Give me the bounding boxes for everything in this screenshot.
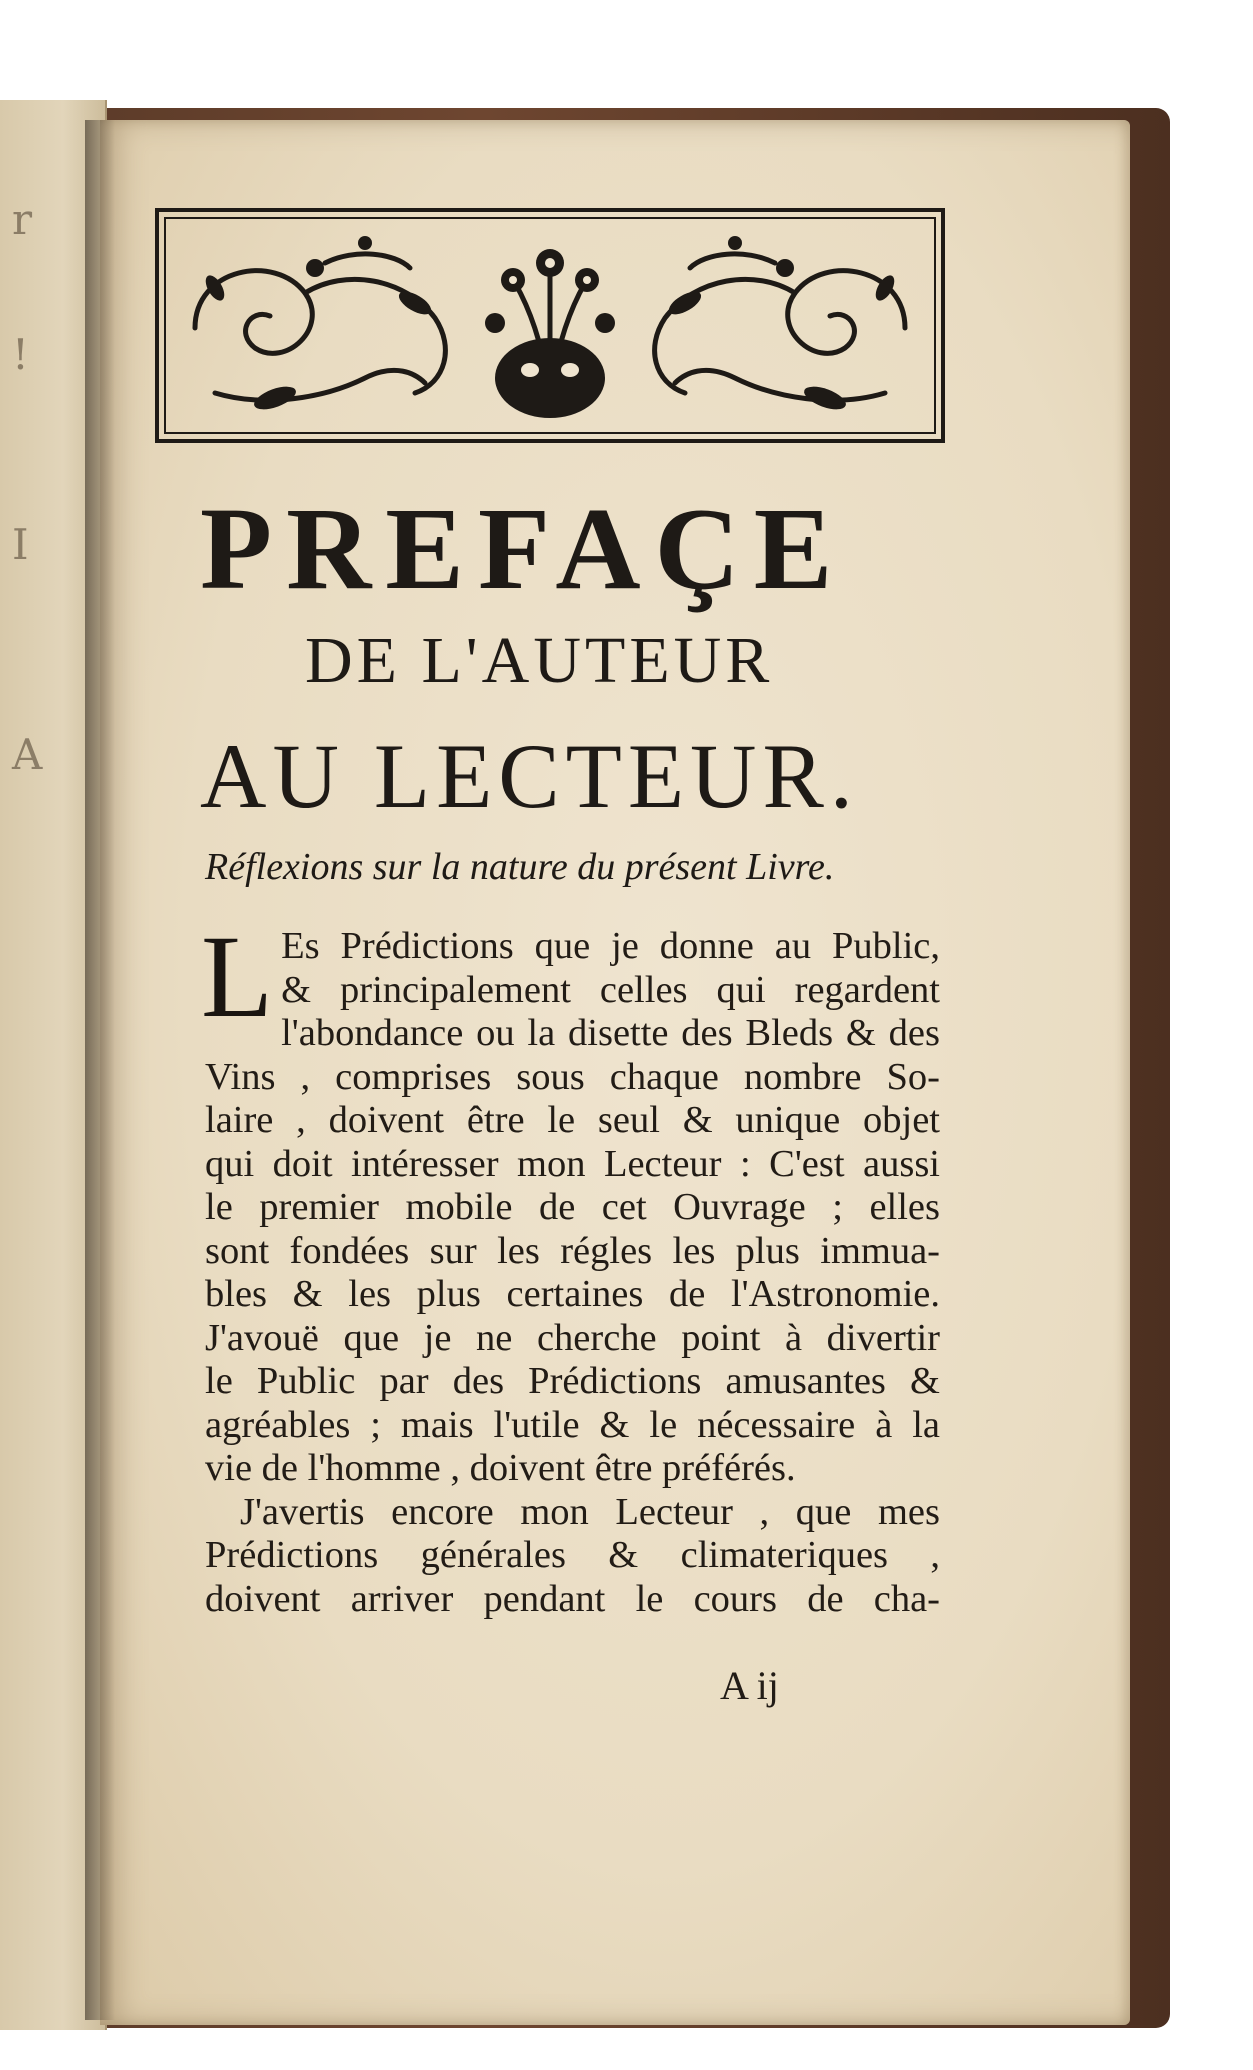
drop-cap: L bbox=[201, 911, 274, 1042]
text-line: le Public par des Prédictions amusantes & bbox=[205, 1360, 940, 1402]
left-page-mark: A bbox=[12, 730, 43, 779]
text-line: le premier mobile de cet Ouvrage ; elles bbox=[205, 1186, 940, 1228]
text-line: J'avertis encore mon Lecteur , que mes bbox=[240, 1490, 940, 1533]
text-line: bles & les plus certaines de l'Astronomie. bbox=[205, 1273, 940, 1315]
spine-shadow bbox=[85, 120, 115, 2020]
text-line: Vins , comprises sous chaque nombre So- bbox=[205, 1055, 940, 1098]
body-text bbox=[201, 911, 940, 1621]
text-line: J'avouë que je ne cherche point à divertir bbox=[205, 1316, 940, 1359]
page-title: PREFAÇE bbox=[200, 483, 847, 614]
section-subtitle: Réflexions sur la nature du présent Livre. bbox=[205, 846, 835, 888]
text-line: qui doit intéresser mon Lecteur : C'est aussi bbox=[205, 1142, 940, 1185]
text-line: sont fondées sur les régles les plus immua- bbox=[205, 1229, 940, 1272]
signature-mark: A ij bbox=[720, 1663, 779, 1708]
floral-scroll-ornament-icon bbox=[155, 208, 945, 443]
text-line: & principalement celles qui regardent bbox=[281, 968, 940, 1011]
left-page-mark: I bbox=[12, 520, 29, 569]
text-line: Es Prédictions que je donne au Public, bbox=[281, 925, 940, 967]
title-line-2: DE L'AUTEUR bbox=[305, 624, 774, 697]
title-line-3: AU LECTEUR. bbox=[200, 725, 859, 827]
text-line: Prédictions générales & climateriques , bbox=[205, 1534, 940, 1576]
text-line: vie de l'homme , doivent être préférés. bbox=[205, 1447, 796, 1489]
left-page-mark: ! bbox=[12, 330, 29, 379]
text-line: l'abondance ou la disette des Bleds & des bbox=[281, 1012, 940, 1054]
text-line: doivent arriver pendant le cours de cha- bbox=[205, 1577, 940, 1620]
text-line: agréables ; mais l'utile & le nécessaire à la bbox=[205, 1403, 940, 1446]
text-line: laire , doivent être le seul & unique objet bbox=[205, 1099, 940, 1141]
left-page-mark: r bbox=[12, 195, 33, 244]
